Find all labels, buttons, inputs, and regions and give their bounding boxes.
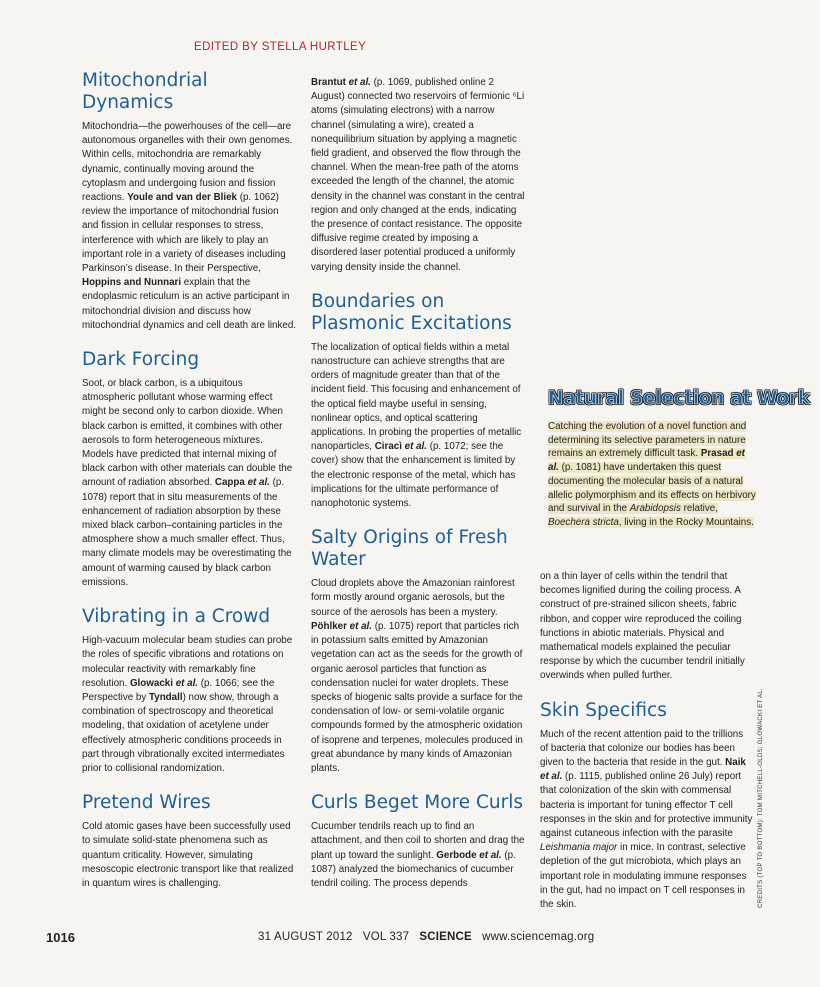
article-title-mitochondrial-dynamics: Mitochondrial Dynamics — [82, 70, 208, 113]
column-right — [540, 570, 754, 912]
article-body-natural-selection: Catching the evolution of a novel function and determining its selective parameters in nature remains an extremely difficult task. Prasad et al. (p. 1081) have undertaken this quest documenting the molecular basis of a natural allelic polymorphism and its effects on herbivory and survival in the Arabidopsis relative, Boechera stricta, living in the Rocky Mountains. — [548, 421, 756, 528]
article-body-mitochondrial-dynamics: Mitochondria—the powerhouses of the cell—are autonomous organelles with their own genomes. Within cells, mitochondria are remarkably dynamic, continually moving around the cytoplasm and undergoing fusion and fission reactions. Youle and van der Bliek (p. 1062) review the importance of mitochondrial fusion and fission in cellular responses to stress, interference with which are likely to play an important role in a variety of diseases including Parkinson’s disease. In their Perspective, Hoppins and Nunnari explain that the endoplasmic reticulum is an active participant in mitochondrial division and discuss how mitochondrial dynamics and cell death are linked. — [82, 121, 297, 331]
column-middle — [311, 76, 525, 891]
issue-date: 31 AUGUST 2012 — [258, 931, 353, 943]
article-body-curls-cont: on a thin layer of cells within the tendril that becomes lignified during the coiling process. A construct of pre-strained silicon sheets, fabric ribbon, and copper wire reproduced the coiling functions in abiotic materials. Physical and mathematical models explained the peculiar response by which the cucumber tendril initially overwinds when pulled further. — [540, 571, 745, 682]
article-title-curls: Curls Beget More Curls — [311, 792, 524, 814]
article-title-pretend-wires: Pretend Wires — [82, 792, 211, 814]
article-title-plasmonic: Boundaries on Plasmonic Excitations — [311, 290, 512, 334]
article-title-skin-specifics: Skin Specifics — [540, 699, 667, 721]
page-number: 1016 — [46, 930, 75, 945]
article-body-dark-forcing: Soot, or black carbon, is a ubiquitous atmospheric pollutant whose warming effect might be second only to carbon dioxide. When black carbon is emitted, it combines with other aerosols to form heterogeneous mixtures. Models have predicted that internal mixing of black carbon with other materials can double the amount of radiation absorbed. Cappa et al. (p. 1078) report that in situ measurements of the enhancement of radiation absorption by these mixed black carbon–containing particles in the atmosphere show a much smaller effect. Thus, many climate models may be overestimating the amount of warming caused by black carbon emissions. — [82, 378, 293, 588]
article-body-vibrating-in-a-crowd: High-vacuum molecular beam studies can probe the roles of specific vibrations and rotations on molecular reactivity with remarkably fine resolution. Glowacki et al. (p. 1066; see the Perspective by Tyndall) now show, through a combination of spectroscopy and theoretical modeling, that oxidation of acetylene under effectively atmospheric conditions proceeds in part through vibrationally excited intermediates prior to collisional randomization. — [82, 635, 293, 774]
article-title-vibrating-in-a-crowd: Vibrating in a Crowd — [82, 606, 271, 628]
editor-credit: EDITED BY STELLA HURTLEY — [194, 41, 367, 53]
article-title-dark-forcing: Dark Forcing — [82, 349, 200, 371]
article-body-plasmonic: The localization of optical fields within a metal nanostructure can achieve strengths that are orders of magnitude greater than that of the incident field. This focusing and enhancement of the optical field maybe useful in sensing, nonlinear optics, and optical scattering applications. In probing the properties of metallic nanoparticles, Ciracì et al. (p. 1072; see the cover) show that the enhancement is limited by the electronic response of the metal, which has implications for the ultimate performance of nanophotonic systems. — [311, 341, 522, 510]
article-body-salty-origins: Cloud droplets above the Amazonian rainforest form mostly around organic aerosols, but the source of the aerosols has been a mystery. Pöhlker et al. (p. 1075) report that particles rich in potassium salts emitted by Amazonian vegetation can act as the seeds for the growth of organic aerosol particles that function as condensation nuclei for water droplets. These specks of biogenic salts provide a surface for the condensation of low- or semi-volatile organic compounds formed by the atmospheric oxidation of isoprene and terpenes, molecules produced in great abundance by many kinds of Amazonian plants. — [311, 578, 523, 774]
photo-credits: CREDITS (TOP TO BOTTOM): TOM MITCHELL-OLDS; GLOWACKI ET AL. — [758, 688, 764, 908]
column-left — [82, 70, 296, 891]
article-body-pretend-wires-start: Cold atomic gases have been successfully used to simulate solid-state phenomena such as quantum criticality. However, simulating mesoscopic electronic transport like that realized in quantum wires is challenging. — [82, 821, 294, 889]
article-body-pretend-wires-cont: Brantut et al. (p. 1069, published online 2 August) connected two reservoirs of fermionic ⁶Li atoms (simulating electrons) with a narrow channel (simulating a wire), created a nonequilibrium situation by applying a magnetic field gradient, and observed the flow through the channel. When the mean-free path of the atoms exceeded the length of the channel, the atomic density in the channel was constant in the central region and only changed at the ends, indicating the presence of contact resistance. The opposite diffusive regime created by imposing a disordered laser potential produced a uniformly varying density inside the channel. — [311, 77, 525, 273]
article-title-natural-selection: Natural Selection at Work — [548, 388, 810, 409]
article-title-salty-origins: Salty Origins of Fresh Water — [311, 527, 508, 571]
journal-name: SCIENCE — [419, 931, 472, 943]
article-body-skin-specifics: Much of the recent attention paid to the trillions of bacteria that colonize our bodies has been given to the bacteria that reside in the gut. Naik et al. (p. 1115, published online 26 July) report that colonization of the skin with commensal bacteria is important for tuning effector T cell responses in the skin and for protective immunity against cutaneous infection with the parasite Leishmania major in mice. In contrast, selective depletion of the gut microbiota, which plays an important role in modulating immune responses in the gut, had no impact on T cell responses in the skin. — [540, 728, 753, 911]
journal-url[interactable]: www.sciencemag.org — [482, 931, 595, 943]
issue-info — [258, 931, 594, 943]
article-body-curls-start: Cucumber tendrils reach up to find an attachment, and then coil to shorten and drag the plant up toward the sunlight. Gerbode et al. (p. 1087) analyzed the biomechanics of cucumber tendril coiling. The process depends — [311, 821, 525, 889]
issue-volume: VOL 337 — [362, 931, 410, 943]
